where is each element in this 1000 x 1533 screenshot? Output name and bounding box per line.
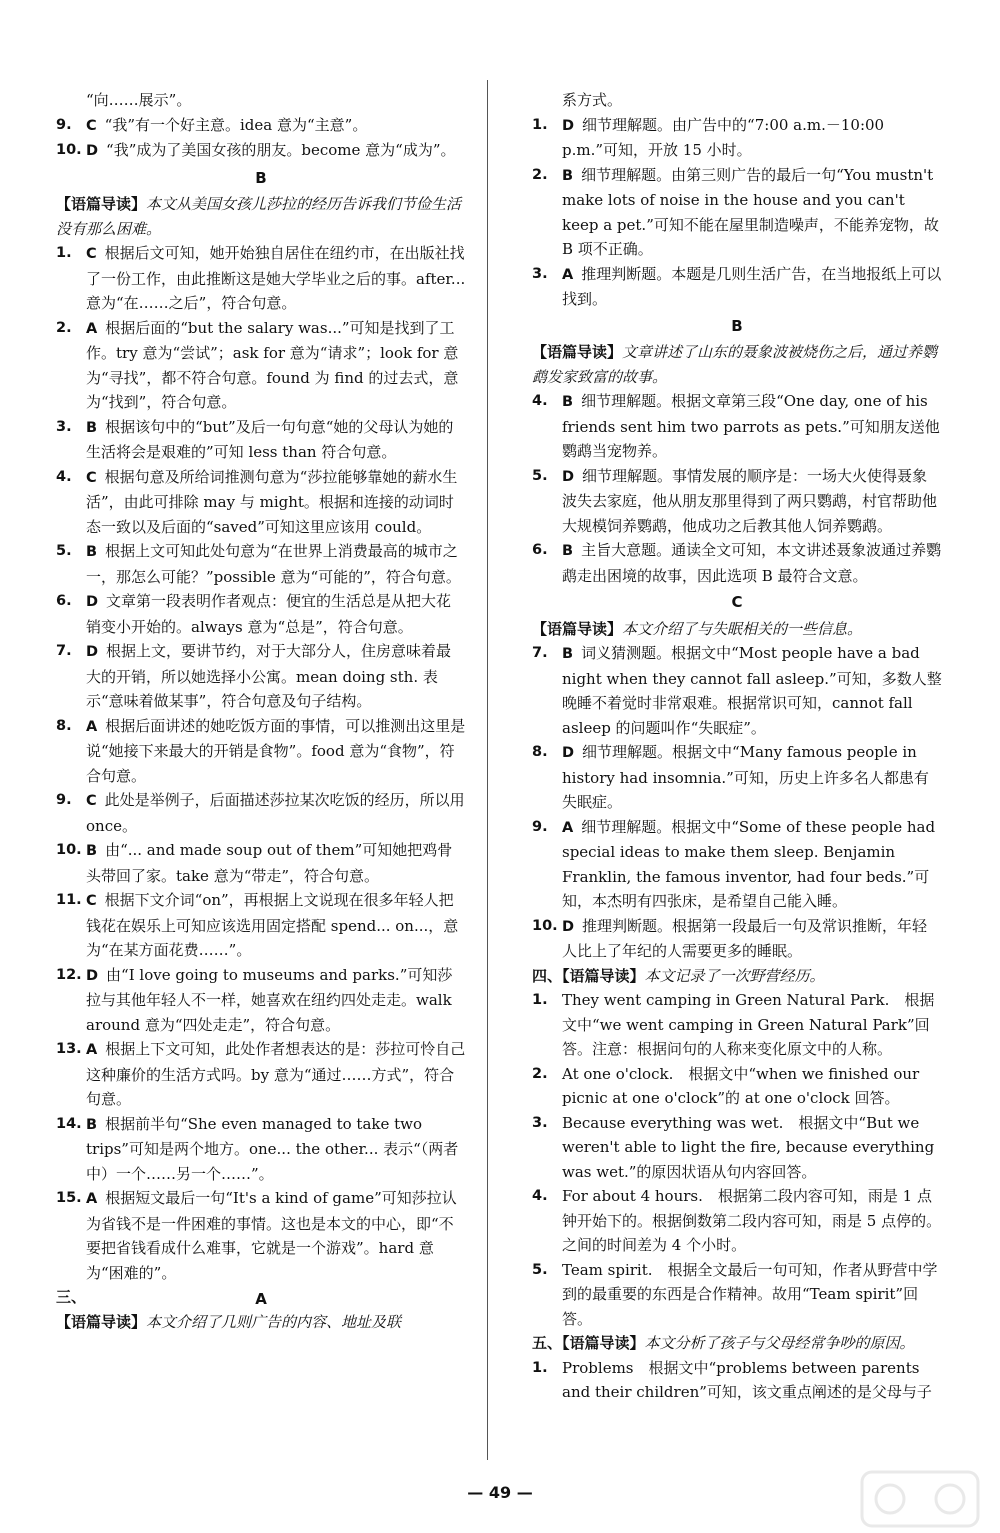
item-number: 1. [532, 992, 548, 1008]
answer-letter: B [562, 646, 574, 662]
explanation: 根据前半句“She even managed to take two trips”可知是两个地方。one... the other... 表示“（两者中）一个……另一个……”。 [86, 1114, 459, 1183]
watermark-logo [860, 1470, 980, 1528]
explanation: Team spirit. 根据全文最后一句可知，作者从野营中学到的最重要的东西是合作精神。故用“Team spirit”回答。 [562, 1260, 938, 1328]
answer-item [56, 963, 466, 1038]
item-number: 3. [532, 1114, 548, 1131]
item-number: 5. [532, 1261, 548, 1278]
answer-letter: D [562, 117, 575, 134]
answer-letter: A [562, 819, 574, 836]
answer-letter: B [86, 1116, 98, 1133]
answer-item [532, 389, 942, 464]
answer-letter: C [86, 246, 97, 262]
part-label: 五、 [532, 1334, 563, 1352]
answer-list [532, 641, 942, 964]
explanation: 根据上下文可知，此处作者想表达的是：莎拉可怜自己这种廉价的生活方式吗。by 意为“通过……方式”，符合句意。 [86, 1040, 466, 1108]
answer-item [56, 1112, 466, 1187]
answer-item [56, 1186, 466, 1285]
answer-item [532, 113, 942, 163]
answer-letter: B [86, 843, 98, 859]
explanation: 文章第一段表明作者观点：便宜的生活总是从把大花销变小开始的。always 意为“总是”，符合句意。 [86, 592, 452, 636]
answer-letter: A [86, 1191, 98, 1207]
reading-guide [56, 192, 466, 241]
answer-item [532, 1111, 942, 1185]
answer-letter: D [86, 644, 99, 660]
left-column [56, 88, 466, 1334]
guide-tag: 【语篇导读】 [562, 1334, 645, 1352]
answer-list [532, 1356, 942, 1405]
answer-item [56, 589, 466, 639]
answer-letter: A [86, 718, 98, 735]
explanation: 此处是举例子，后面描述莎拉某次吃饭的经历，所以用 once。 [86, 791, 465, 835]
answer-letter: C [86, 793, 97, 809]
guide-text: 文章讲述了山东的聂象波被烧伤之后，通过养鹦鹉发家致富的故事。 [532, 343, 938, 386]
item-number: 1. [532, 1359, 548, 1376]
answer-item [56, 788, 466, 838]
answer-letter: A [86, 1042, 98, 1058]
item-number: 10. [56, 842, 82, 858]
item-number: 14. [56, 1115, 82, 1132]
answer-item [532, 538, 942, 588]
item-number: 5. [532, 467, 548, 484]
item-number: 1. [56, 245, 72, 261]
explanation: “我”有一个好主意。idea 意为“主意”。 [104, 115, 368, 134]
answer-letter: A [562, 266, 574, 283]
reading-guide [532, 340, 942, 389]
explanation: 主旨大意题。通读全文可知，本文讲述聂象波通过养鹦鹉走出困境的故事，因此选项 B 最符合文意。 [562, 541, 942, 585]
answer-list [532, 113, 942, 312]
answer-item [56, 316, 466, 415]
explanation: Problems 根据文中“problems between parents and their children”可知，该文重点阐述的是父母与子 [562, 1358, 932, 1401]
guide-tag: 【语篇导读】 [532, 619, 623, 638]
item-number: 13. [56, 1041, 82, 1057]
explanation: 细节理解题。事情发展的顺序是：一场大火使得聂象波失去家庭，他从朋友那里得到了两只鹦鹉，村官帮助他大规模饲养鹦鹉，他成功之后教其他人饲养鹦鹉。 [562, 466, 938, 535]
section-heading-c: C [731, 593, 743, 611]
item-number: 8. [532, 744, 548, 760]
answer-item [532, 988, 942, 1062]
guide-text: 本文从美国女孩儿莎拉的经历告诉我们节俭生活没有那么困难。 [56, 195, 462, 238]
answer-item [532, 262, 942, 312]
explanation: 推理判断题。本题是几则生活广告，在当地报纸上可以找到。 [562, 264, 942, 308]
part-three [56, 1285, 466, 1310]
answer-item [56, 639, 466, 714]
answer-item [532, 1356, 942, 1405]
answer-item [532, 1062, 942, 1111]
answer-item [532, 641, 942, 740]
item-number: 7. [532, 645, 548, 661]
item-number: 2. [532, 166, 548, 183]
answer-item [56, 539, 466, 589]
answer-item [532, 815, 942, 914]
item-number: 1. [532, 116, 548, 133]
item-number: 9. [532, 818, 548, 835]
answer-item [532, 740, 942, 815]
item-number: 9. [56, 116, 72, 133]
answer-item [532, 464, 942, 539]
reading-guide [532, 617, 942, 642]
explanation: 由“I love going to museums and parks.”可知莎拉与其他年轻人不一样，她喜欢在纽约四处走走。walk around 意为“四处走走”，符合句意。 [86, 965, 453, 1034]
guide-tag: 【语篇导读】 [562, 966, 645, 985]
item-number: 8. [56, 717, 72, 734]
answer-item [56, 113, 466, 139]
guide-tag: 【语篇导读】 [532, 343, 623, 361]
answer-item [56, 465, 466, 540]
item-number: 9. [56, 792, 72, 808]
answer-item [56, 888, 466, 963]
answer-letter: D [86, 967, 99, 984]
answer-letter: B [562, 543, 574, 559]
explanation: 根据上文，要讲节约，对于大部分人，住房意味着最大的开销，所以她选择小公寓。mean doing sth. 表示“意味着做某事”，符合句意及句子结构。 [86, 642, 452, 710]
item-number: 7. [56, 643, 72, 659]
guide-text: 本文记录了一次野营经历。 [644, 966, 825, 985]
answer-letter: B [562, 167, 574, 184]
explanation: 根据后面讲述的她吃饭方面的事情，可以推测出这里是说“她接下来最大的开销是食物”。food 意为“食物”，符合句意。 [86, 716, 466, 785]
item-number: 10. [56, 142, 82, 158]
explanation: 根据短文最后一句“It's a kind of game”可知莎拉认为省钱不是一件困难的事情。这也是本文的中心，即“不要把省钱看成什么难事，它就是一个游戏”。hard 意为“困难的”。 [86, 1189, 457, 1282]
answer-item [56, 1037, 466, 1112]
column-divider [487, 80, 488, 1460]
item-number: 10. [532, 917, 558, 934]
explanation: 根据后面的“but the salary was...”可知是找到了工作。try 意为“尝试”；ask for 意为“请求”；look for 意为“寻找”，都不符合句意。found 为 find 的过去式，意为“找到”，符合句意。 [86, 318, 459, 411]
item-number: 5. [56, 543, 72, 559]
item-number: 6. [56, 593, 72, 609]
part-label: 三、 [56, 1288, 87, 1306]
explanation: At one o'clock. 根据文中“when we finished our picnic at one o'clock”的 at one o'clock 回答。 [562, 1064, 920, 1107]
part-label: 四、 [532, 966, 563, 985]
answer-letter: D [562, 745, 575, 761]
explanation: 细节理解题。根据文中“Some of these people had special ideas to make them sleep. Benjamin Franklin, the famous inventor, had four beds.”可知，本杰明有四张床，是希望自己能入睡。 [562, 817, 936, 910]
item-number: 11. [56, 892, 82, 908]
item-number: 12. [56, 966, 82, 983]
answer-list [532, 988, 942, 1331]
answer-letter: A [86, 320, 98, 337]
right-column [532, 88, 942, 1405]
continued-text: “向……展示”。 [86, 91, 192, 109]
answer-letter: B [562, 394, 574, 410]
answer-item [532, 1258, 942, 1332]
answer-item [56, 241, 466, 316]
answer-item [532, 914, 942, 964]
explanation: Because everything was wet. 根据文中“But we weren't able to light the fire, because everything was wet.”的原因状语从句内容回答。 [562, 1113, 935, 1181]
page-number: — 49 — [467, 1483, 533, 1502]
explanation: 根据句意及所给词推测句意为“莎拉能够靠她的薪水生活”，由此可排除 may 与 might。根据和连接的动词时态一致以及后面的“saved”可知这里应该用 could。 [86, 467, 458, 536]
explanation: 由“... and made soup out of them”可知她把鸡骨头带回了家。take 意为“带走”，符合句意。 [86, 841, 453, 885]
answer-item [532, 1184, 942, 1258]
answer-list [532, 389, 942, 588]
explanation: 根据下文介词“on”，再根据上文说现在很多年轻人把钱花在娱乐上可知应该选用固定搭配 spend... on...，意为“在某方面花费……”。 [86, 891, 459, 959]
section-heading-b: B [255, 168, 267, 187]
item-number: 3. [56, 418, 72, 435]
answer-item [56, 838, 466, 888]
section-heading-a: A [255, 1290, 267, 1308]
guide-text: 本文介绍了几则广告的内容、地址及联 [146, 1312, 402, 1331]
item-number: 6. [532, 542, 548, 558]
answer-letter: D [86, 594, 99, 610]
answer-letter: C [86, 893, 97, 909]
continued-text: 系方式。 [562, 91, 623, 109]
reading-guide [56, 1310, 466, 1335]
explanation: “我”成为了美国女孩的朋友。become 意为“成为”。 [106, 141, 456, 159]
item-number: 15. [56, 1190, 82, 1206]
guide-text: 本文介绍了与失眠相关的一些信息。 [622, 619, 863, 638]
part-four [532, 964, 942, 989]
answer-item [532, 163, 942, 262]
item-number: 4. [532, 393, 548, 409]
answer-letter: D [562, 918, 575, 935]
explanation: 根据该句中的“but”及后一句句意“她的父母认为她的生活将会是艰难的”可知 less than 符合句意。 [86, 417, 454, 461]
answer-letter: B [86, 419, 98, 436]
guide-tag: 【语篇导读】 [56, 1312, 147, 1331]
explanation: 细节理解题。根据文章第三段“One day, one of his friends sent him two parrots as pets.”可知朋友送他鹦鹉当宠物养。 [562, 392, 940, 460]
explanation: 细节理解题。根据文中“Many famous people in history had insomnia.”可知，历史上许多名人都患有失眠症。 [562, 743, 929, 811]
guide-tag: 【语篇导读】 [56, 195, 147, 213]
item-number: 2. [56, 319, 72, 336]
explanation: 根据上文可知此处句意为“在世界上消费最高的城市之一，那怎么可能？”possible 意为“可能的”，符合句意。 [86, 542, 461, 586]
explanation: 细节理解题。由广告中的“7:00 a.m.－10:00 p.m.”可知，开放 15 小时。 [562, 115, 885, 159]
explanation: 推理判断题。根据第一段最后一句及常识推断，年轻人比上了年纪的人需要更多的睡眠。 [562, 916, 928, 960]
answer-letter: C [86, 117, 97, 134]
explanation: For about 4 hours. 根据第二段内容可知，雨是 1 点钟开始下的。根据倒数第二段内容可知，雨是 5 点停的。之间的时间差为 4 个小时。 [562, 1187, 942, 1254]
item-number: 4. [532, 1188, 548, 1204]
answer-list [56, 241, 466, 1285]
explanation: 细节理解题。由第三则广告的最后一句“You mustn't make lots of noise in the house and you can't keep a pet.”可知不能在屋里制造噪声，不能养宠物，故 B 项不正确。 [562, 165, 939, 258]
item-number: 3. [532, 265, 548, 282]
explanation: 词义猜测题。根据文中“Most people have a bad night when they cannot fall asleep.”可知，多数人整晚睡不着觉时非常艰难。根据常识可知，cannot fall asleep 的问题叫作“失眠症”。 [562, 644, 942, 737]
item-number: 4. [56, 468, 72, 485]
answer-item [56, 714, 466, 789]
answer-letter: B [86, 544, 98, 560]
item-number: 2. [532, 1065, 548, 1082]
answer-letter: C [86, 469, 97, 486]
explanation: 根据后文可知，她开始独自居住在纽约市，在出版社找了一份工作，由此推断这是她大学毕业之后的事。after... 意为“在……之后”，符合句意。 [86, 244, 466, 312]
section-heading-b: B [731, 316, 743, 335]
explanation: They went camping in Green Natural Park. 根据文中“we went camping in Green Natural Park”回答。注意：根据问句的人称来变化原文中的人称。 [562, 991, 935, 1058]
answer-item [56, 415, 466, 465]
guide-text: 本文分析了孩子与父母经常争吵的原因。 [644, 1334, 915, 1352]
answer-letter: D [86, 143, 99, 159]
answer-letter: D [562, 468, 575, 485]
part-five [532, 1331, 942, 1356]
answer-item [56, 138, 466, 164]
